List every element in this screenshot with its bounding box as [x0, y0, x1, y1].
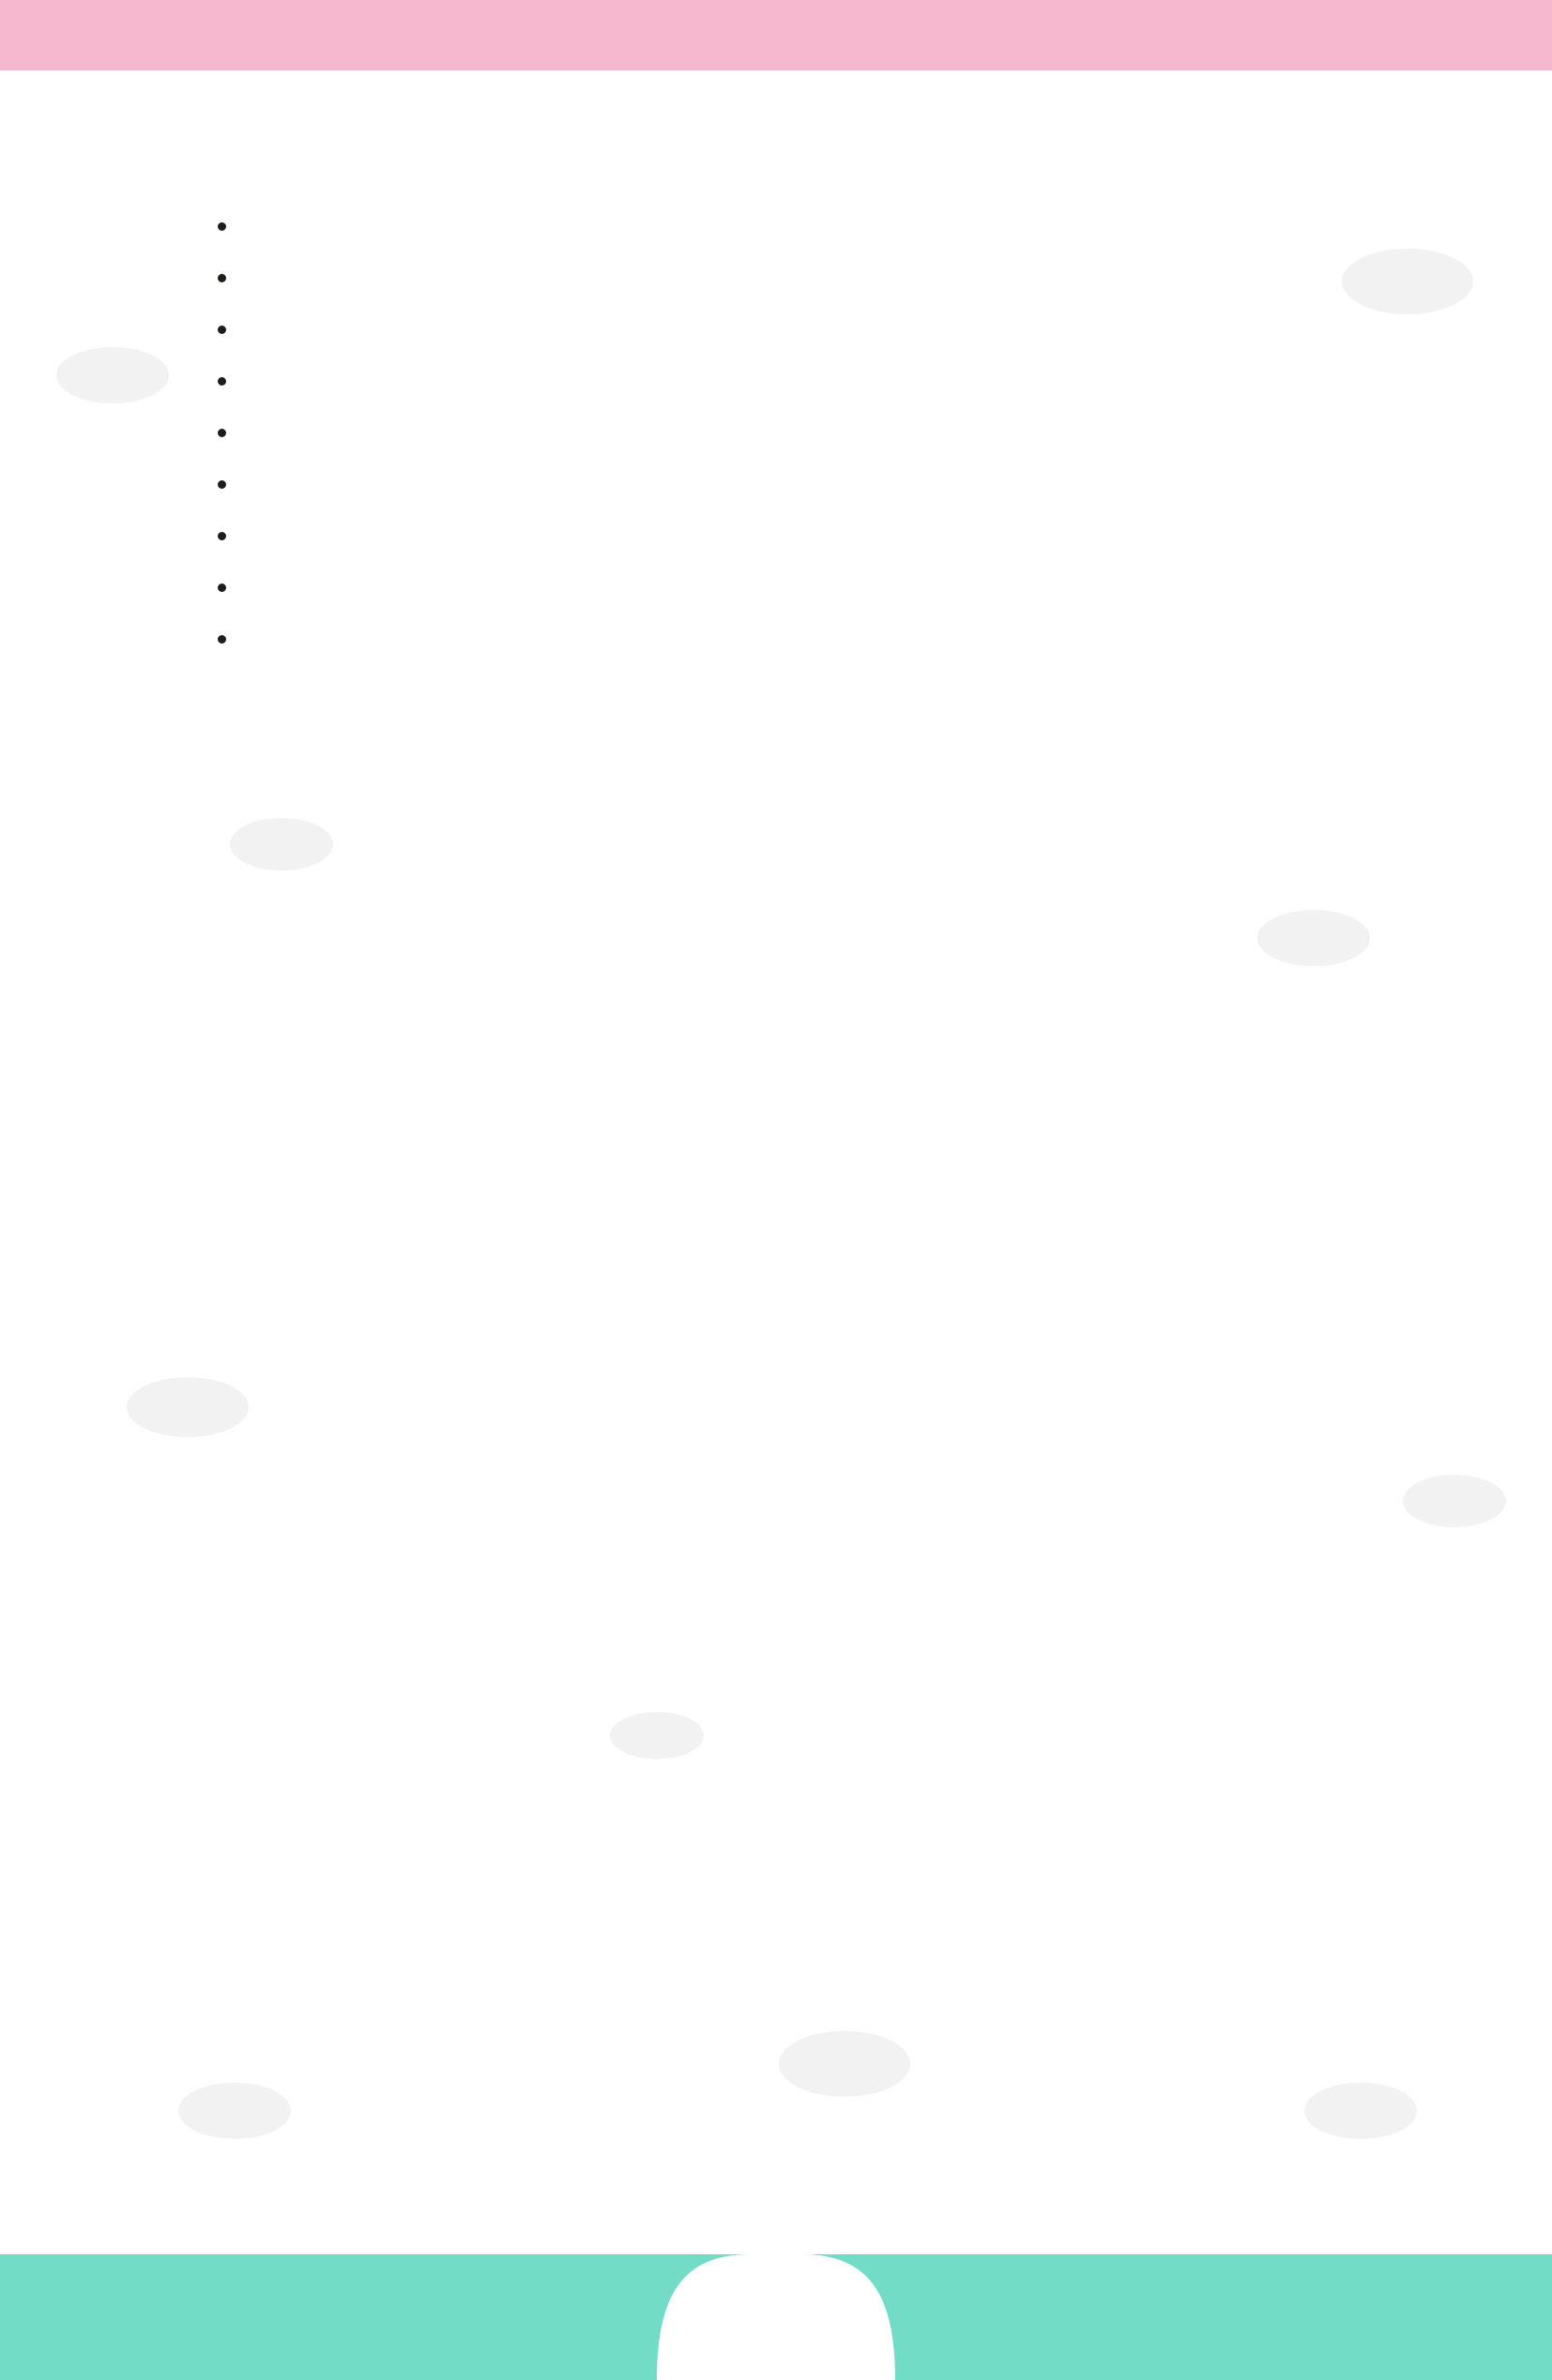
bullet-icon: [218, 429, 226, 437]
top-decorative-band: [0, 0, 1552, 113]
bullet-icon: [218, 532, 226, 540]
list-item: [167, 613, 1384, 664]
list-item: [167, 458, 1384, 509]
bullet-icon: [218, 480, 226, 489]
bullet-icon: [218, 584, 226, 592]
bullet-icon: [218, 635, 226, 644]
list-item: [167, 200, 1384, 251]
list-item: [167, 355, 1384, 406]
group-names-list: [167, 200, 1384, 664]
list-item: [167, 509, 1384, 561]
list-item: [167, 251, 1384, 303]
list-item: [167, 406, 1384, 458]
bullet-icon: [218, 326, 226, 334]
bullet-icon: [218, 222, 226, 231]
bullet-icon: [218, 377, 226, 386]
list-item: [167, 561, 1384, 613]
page-content: [167, 200, 1384, 716]
bullet-icon: [218, 274, 226, 282]
page-number: [713, 2270, 839, 2336]
list-item: [167, 303, 1384, 355]
